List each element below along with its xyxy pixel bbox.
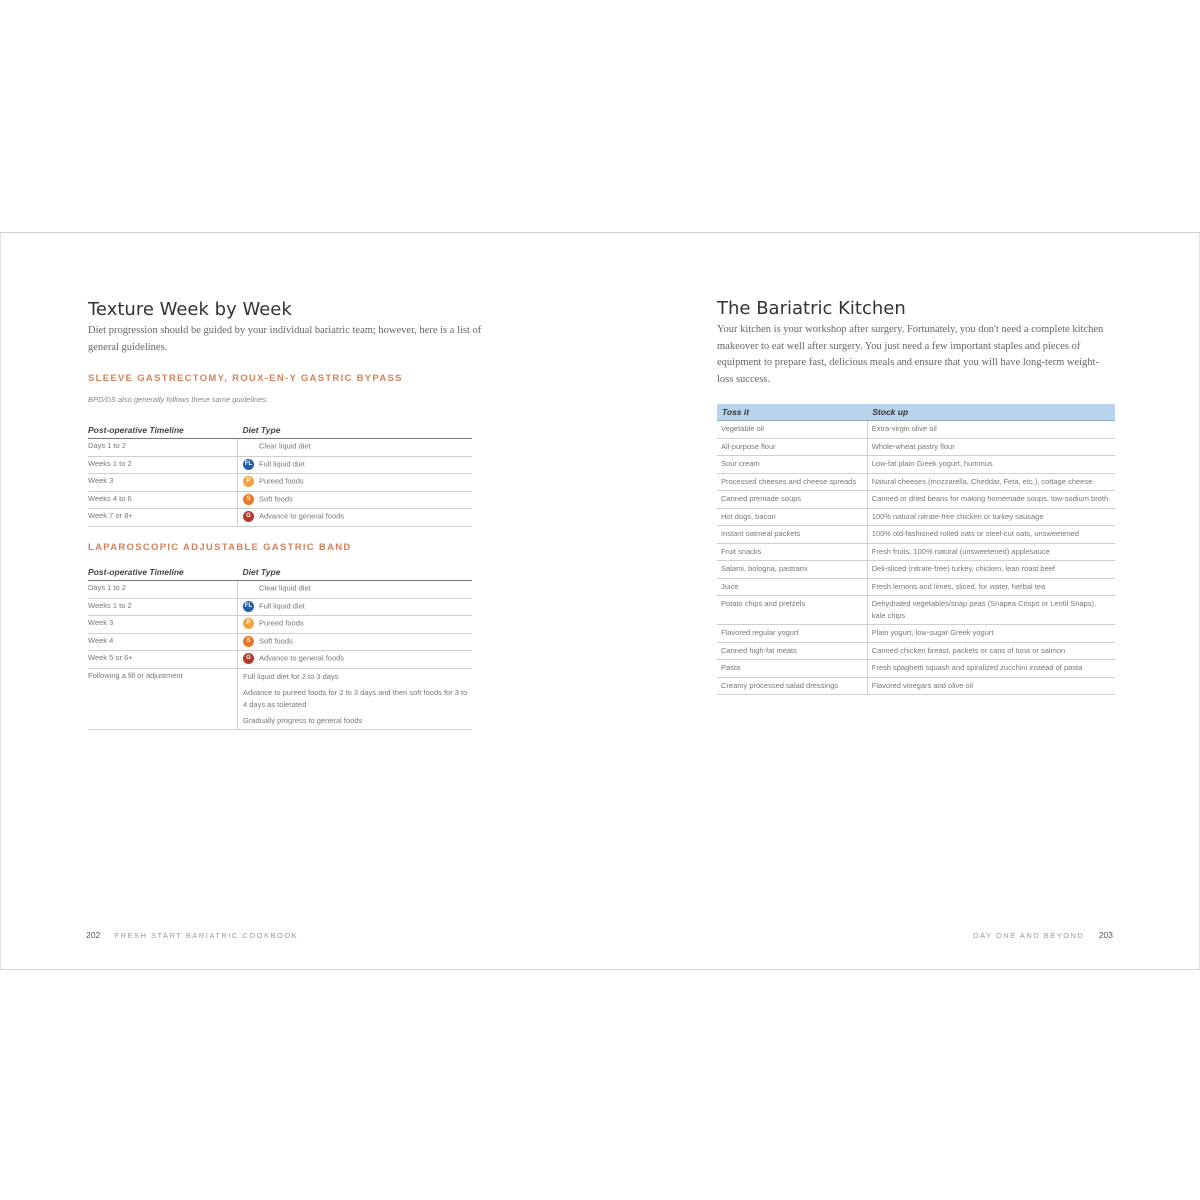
diet-type-label: Pureed foods bbox=[259, 618, 304, 628]
page-number: 203 bbox=[1098, 930, 1113, 940]
timeline-cell: Weeks 4 to 6 bbox=[88, 491, 238, 509]
stock-cell: 100% natural nitrate-free chicken or turkey sausage bbox=[867, 508, 1115, 526]
timeline-cell: Week 7 or 8+ bbox=[88, 509, 238, 527]
stock-cell: Low-fat plain Greek yogurt, hummus bbox=[867, 456, 1115, 474]
table-row bbox=[717, 660, 1115, 678]
table-row bbox=[88, 439, 472, 457]
diet-type-label: Advance to general foods bbox=[259, 511, 345, 521]
toss-cell: Vegetable oil bbox=[717, 421, 867, 439]
stock-cell: Whole-wheat pastry flour bbox=[867, 438, 1115, 456]
diet-type-label: Clear liquid diet bbox=[259, 441, 311, 451]
col-header-diet-type: Diet Type bbox=[238, 565, 473, 581]
table-row bbox=[88, 633, 472, 651]
stock-cell: Fresh spaghetti squash and spiralized zucchini instead of pasta bbox=[867, 660, 1115, 678]
timeline-cell: Week 3 bbox=[88, 474, 238, 492]
toss-cell: Salami, bologna, pastrami bbox=[717, 561, 867, 579]
table-row bbox=[88, 651, 472, 669]
timeline-cell: Week 4 bbox=[88, 633, 238, 651]
section-heading-band: LAPAROSCOPIC ADJUSTABLE GASTRIC BAND bbox=[88, 542, 352, 553]
page-title: The Bariatric Kitchen bbox=[717, 298, 906, 319]
toss-cell: Potato chips and pretzels bbox=[717, 596, 867, 625]
stock-cell: Fresh fruits, 100% natural (unsweetened) applesauce bbox=[867, 543, 1115, 561]
section-note: BPD/DS also generally follows these same guidelines. bbox=[88, 395, 269, 404]
stock-cell: Natural cheeses (mozzarella, Cheddar, Feta, etc.), cottage cheese bbox=[867, 473, 1115, 491]
diet-type-cell bbox=[238, 474, 473, 492]
stock-cell: Canned or dried beans for making homemade soups, low-sodium broth bbox=[867, 491, 1115, 509]
table-row bbox=[88, 509, 472, 527]
section-heading-sleeve: SLEEVE GASTRECTOMY, ROUX-EN-Y GASTRIC BYPASS bbox=[88, 373, 403, 384]
diet-type-cell bbox=[238, 439, 473, 457]
table-row bbox=[717, 456, 1115, 474]
book-spread bbox=[0, 232, 1200, 970]
right-page bbox=[601, 233, 1199, 969]
toss-cell: Canned premade soups bbox=[717, 491, 867, 509]
table-row bbox=[717, 561, 1115, 579]
stock-cell: Extra-virgin olive oil bbox=[867, 421, 1115, 439]
left-page bbox=[1, 233, 601, 969]
pureed-icon: P bbox=[243, 618, 254, 629]
diet-type-label: Clear liquid diet bbox=[259, 583, 311, 593]
timeline-cell: Week 3 bbox=[88, 616, 238, 634]
diet-type-cell bbox=[238, 491, 473, 509]
table-row-adjustment bbox=[88, 668, 472, 729]
timeline-cell: Following a fill or adjustment bbox=[88, 668, 238, 729]
page-title: Texture Week by Week bbox=[88, 299, 292, 320]
table-row bbox=[88, 474, 472, 492]
table-row bbox=[717, 491, 1115, 509]
stock-cell: Fresh lemons and limes, sliced, for water, herbal tea bbox=[867, 578, 1115, 596]
table-row bbox=[88, 456, 472, 474]
toss-cell: Creamy processed salad dressings bbox=[717, 677, 867, 695]
toss-cell: Hot dogs, bacon bbox=[717, 508, 867, 526]
toss-cell: Juice bbox=[717, 578, 867, 596]
stock-cell: Deli-sliced (nitrate-free) turkey, chicken, lean roast beef bbox=[867, 561, 1115, 579]
diet-type-label: Full liquid diet bbox=[259, 458, 305, 468]
general-foods-icon: G bbox=[243, 511, 254, 522]
toss-cell: Flavored regular yogurt bbox=[717, 625, 867, 643]
stock-cell: 100% old-fashioned rolled oats or steel-cut oats, unsweetened bbox=[867, 526, 1115, 544]
timeline-cell: Days 1 to 2 bbox=[88, 581, 238, 599]
left-footer bbox=[86, 930, 298, 940]
table-row bbox=[717, 526, 1115, 544]
col-header-timeline: Post-operative Timeline bbox=[88, 423, 238, 439]
pureed-icon: P bbox=[243, 476, 254, 487]
diet-type-label: Full liquid diet bbox=[259, 600, 305, 610]
table-row bbox=[717, 421, 1115, 439]
col-header-diet-type: Diet Type bbox=[238, 423, 473, 439]
table-row bbox=[88, 616, 472, 634]
diet-type-label: Soft foods bbox=[259, 493, 293, 503]
col-header-toss: Toss it bbox=[717, 404, 867, 421]
right-footer bbox=[973, 930, 1113, 940]
table-row bbox=[717, 543, 1115, 561]
table-row bbox=[717, 473, 1115, 491]
full-liquid-icon: FL bbox=[243, 601, 254, 612]
stock-cell: Canned chicken breast, packets or cans of tuna or salmon bbox=[867, 642, 1115, 660]
toss-cell: Instant oatmeal packets bbox=[717, 526, 867, 544]
table-row bbox=[88, 598, 472, 616]
table-row bbox=[717, 642, 1115, 660]
toss-cell: Fruit snacks bbox=[717, 543, 867, 561]
table-row bbox=[88, 581, 472, 599]
adjustment-line: Gradually progress to general foods bbox=[243, 715, 363, 725]
stock-cell: Flavored vinegars and olive oil bbox=[867, 677, 1115, 695]
diet-type-label: Advance to general foods bbox=[259, 653, 345, 663]
timeline-cell: Week 5 or 6+ bbox=[88, 651, 238, 669]
diet-table-band bbox=[88, 565, 472, 730]
running-title: FRESH START BARIATRIC COOKBOOK bbox=[114, 931, 299, 940]
soft-foods-icon: S bbox=[243, 636, 254, 647]
timeline-cell: Weeks 1 to 2 bbox=[88, 598, 238, 616]
table-row bbox=[717, 508, 1115, 526]
adjustment-cell bbox=[238, 668, 473, 729]
toss-cell: Pasta bbox=[717, 660, 867, 678]
diet-type-cell bbox=[238, 651, 473, 669]
stock-cell: Dehydrated vegetables/snap peas (Snapea Crisps or Lentil Snaps), kale chips bbox=[867, 596, 1115, 625]
adjustment-line: Full liquid diet for 2 to 3 days bbox=[243, 671, 339, 681]
full-liquid-icon: FL bbox=[243, 459, 254, 470]
diet-table-sleeve bbox=[88, 423, 472, 527]
table-row bbox=[717, 438, 1115, 456]
diet-type-label: Pureed foods bbox=[259, 476, 304, 486]
table-row bbox=[717, 677, 1115, 695]
toss-cell: Processed cheeses and cheese spreads bbox=[717, 473, 867, 491]
general-foods-icon: G bbox=[243, 653, 254, 664]
soft-foods-icon: S bbox=[243, 494, 254, 505]
intro-paragraph: Diet progression should be guided by your individual bariatric team; however, here is a list of general guidelines. bbox=[88, 325, 482, 353]
timeline-cell: Weeks 1 to 2 bbox=[88, 456, 238, 474]
diet-type-cell bbox=[238, 633, 473, 651]
table-row bbox=[717, 596, 1115, 625]
diet-type-cell bbox=[238, 456, 473, 474]
toss-cell: Canned high-fat meats bbox=[717, 642, 867, 660]
diet-type-label: Soft foods bbox=[259, 635, 293, 645]
page-number: 202 bbox=[86, 930, 101, 940]
blank-icon bbox=[243, 441, 254, 452]
diet-type-cell bbox=[238, 616, 473, 634]
col-header-stock: Stock up bbox=[867, 404, 1115, 421]
toss-cell: All-purpose flour bbox=[717, 438, 867, 456]
kitchen-table bbox=[717, 404, 1115, 695]
table-row bbox=[717, 625, 1115, 643]
diet-type-cell bbox=[238, 598, 473, 616]
running-title: DAY ONE AND BEYOND bbox=[973, 931, 1085, 940]
intro-paragraph: Your kitchen is your workshop after surgery. Fortunately, you don't need a complete kitchen makeover to eat well after surgery. You just need a few important staples and pieces of equipment to prepare fast, delicious meals and ensure that you will have long-term weight-loss success. bbox=[717, 324, 1104, 385]
toss-cell: Sour cream bbox=[717, 456, 867, 474]
diet-type-cell bbox=[238, 581, 473, 599]
blank-icon bbox=[243, 583, 254, 594]
timeline-cell: Days 1 to 2 bbox=[88, 439, 238, 457]
table-row bbox=[88, 491, 472, 509]
col-header-timeline: Post-operative Timeline bbox=[88, 565, 238, 581]
stock-cell: Plain yogurt, low-sugar Greek yogurt bbox=[867, 625, 1115, 643]
diet-type-cell bbox=[238, 509, 473, 527]
adjustment-line: Advance to pureed foods for 2 to 3 days and then soft foods for 3 to 4 days as tolerated bbox=[243, 687, 468, 709]
table-row bbox=[717, 578, 1115, 596]
